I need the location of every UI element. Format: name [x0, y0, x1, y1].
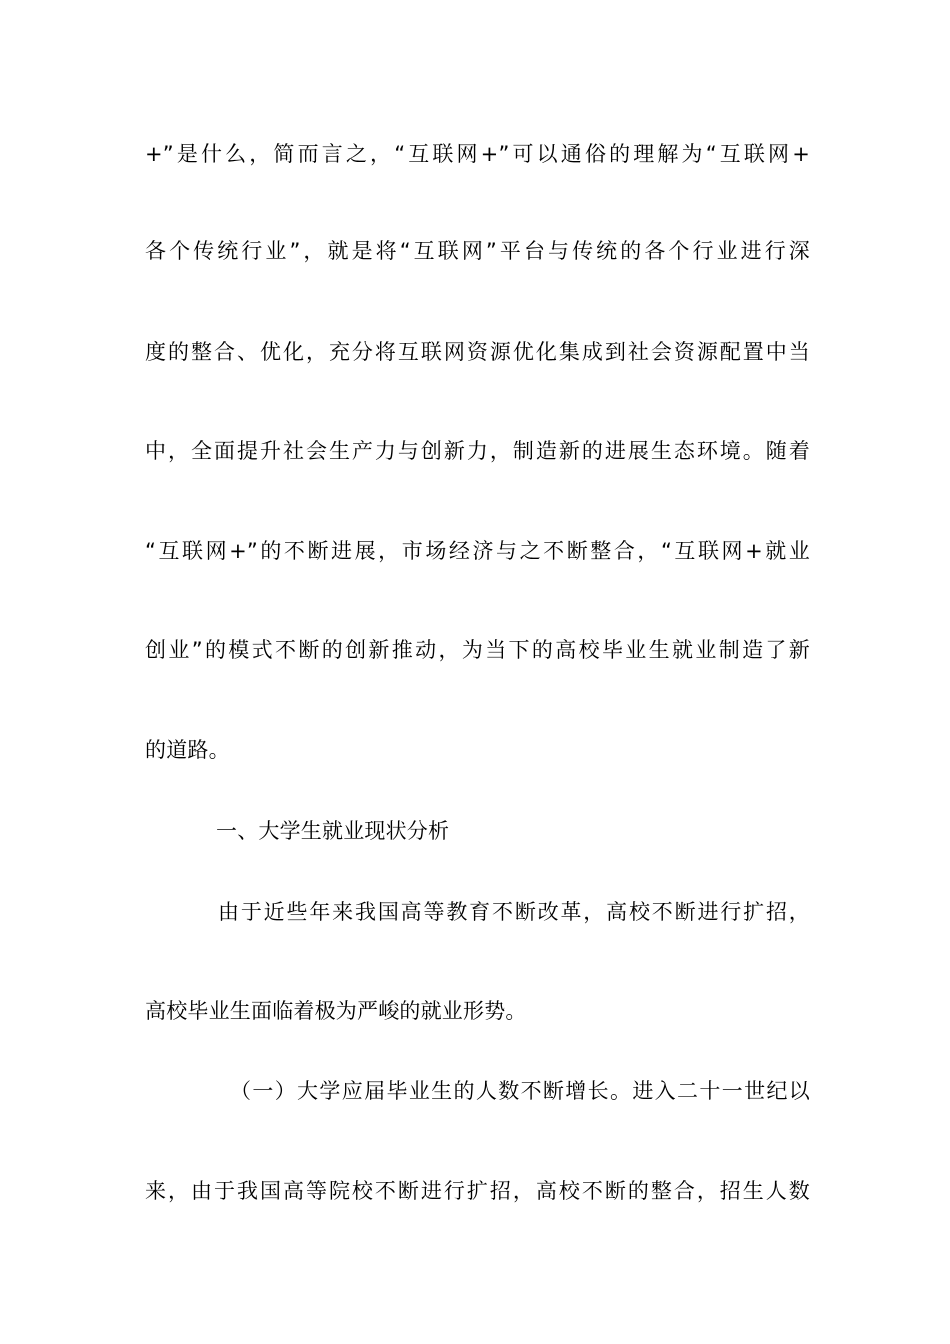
- section-heading: 一、大学生就业现状分析: [216, 819, 450, 843]
- body-text-line: 中，全面提升社会生产力与创新力，制造新的进展生态环境。随着: [145, 439, 810, 463]
- body-text-line: 的道路。: [145, 738, 230, 762]
- subsection-text-line: （一）大学应届毕业生的人数不断增长。进入二十一世纪以: [230, 1079, 810, 1103]
- body-text-line: 由于近些年来我国高等教育不断改革，高校不断进行扩招，: [218, 900, 810, 924]
- body-text-line: 度的整合、优化，充分将互联网资源优化集成到社会资源配置中当: [145, 340, 810, 364]
- body-text-line: 创业”的模式不断的创新推动，为当下的高校毕业生就业制造了新: [145, 638, 810, 662]
- body-text-line: “互联网+”的不断进展，市场经济与之不断整合，“互联网+就业: [145, 539, 810, 563]
- body-text-line: 高校毕业生面临着极为严峻的就业形势。: [145, 999, 527, 1023]
- body-text-line: +”是什么，简而言之，“互联网+”可以通俗的理解为“互联网+: [145, 142, 810, 166]
- body-text-line: 各个传统行业”，就是将“互联网”平台与传统的各个行业进行深: [145, 239, 810, 263]
- body-text-line: 来，由于我国高等院校不断进行扩招，高校不断的整合，招生人数: [145, 1179, 810, 1203]
